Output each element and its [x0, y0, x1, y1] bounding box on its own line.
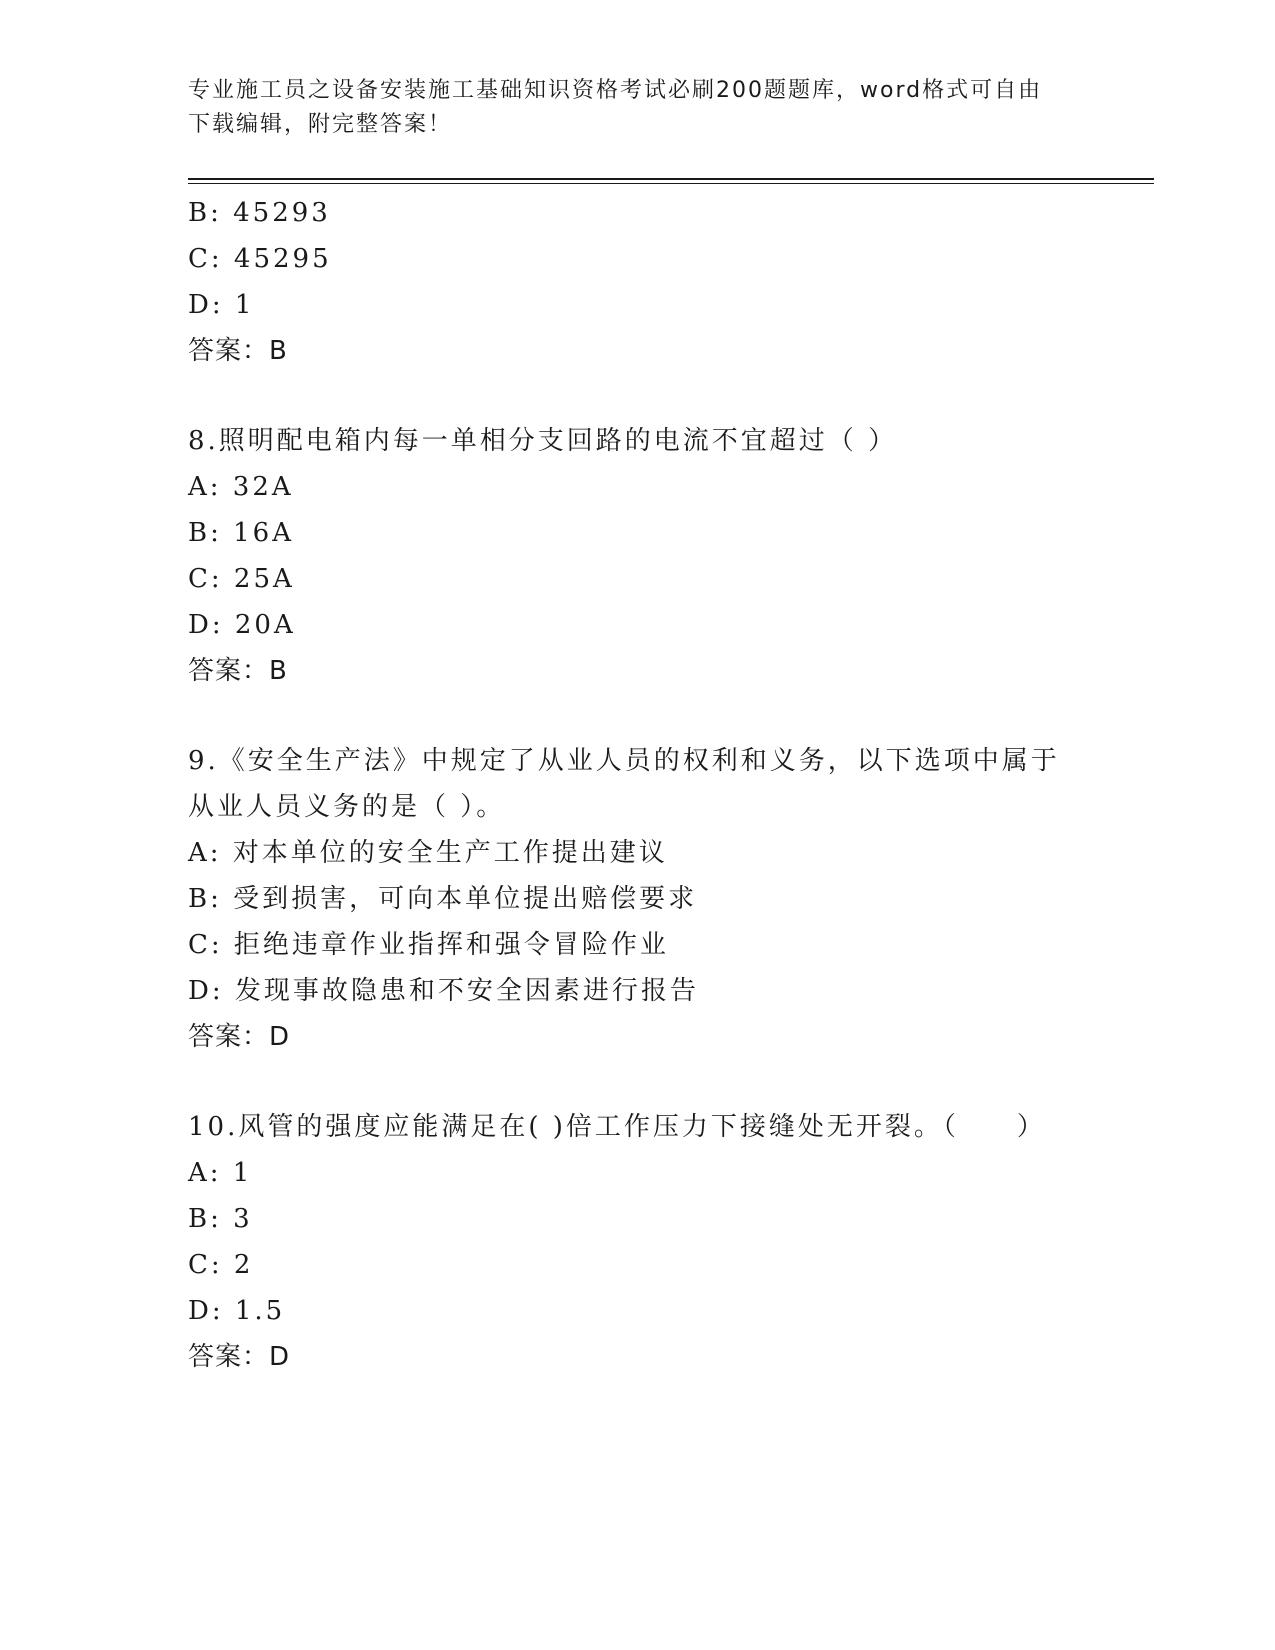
header-title-line-2: 下载编辑，附完整答案！ [188, 112, 453, 137]
option-a: A: 对本单位的安全生产工作提出建议 [188, 838, 668, 868]
header-title-line-1: 专业施工员之设备安装施工基础知识资格考试必刷200题题库，word格式可自由 [188, 78, 1043, 103]
header-rule-thick [188, 178, 1154, 180]
option-c: C: 25A [188, 564, 295, 594]
option-d: D: 20A [188, 610, 296, 640]
option-d: D: 1.5 [188, 1296, 286, 1326]
option-a: A: 1 [188, 1158, 253, 1188]
option-b: B: 16A [188, 518, 294, 548]
answer-line: 答案：D [188, 1342, 291, 1372]
option-b: B: 3 [188, 1204, 253, 1234]
question-text: 8.照明配电箱内每一单相分支回路的电流不宜超过（ ） [188, 426, 898, 456]
answer-line: 答案：D [188, 1022, 291, 1052]
question-text-line-2: 从业人员义务的是（ ）。 [188, 792, 506, 822]
question-block-8 [188, 418, 1148, 694]
question-block-9 [188, 738, 1148, 1060]
option-c: C: 45295 [188, 244, 332, 274]
question-list [188, 190, 1148, 1380]
answer-line: 答案：B [188, 656, 288, 686]
option-c: C: 2 [188, 1250, 254, 1280]
option-b: B: 受到损害，可向本单位提出赔偿要求 [188, 884, 698, 914]
question-text: 10.风管的强度应能满足在( )倍工作压力下接缝处无开裂。（ ） [188, 1112, 1046, 1142]
question-block-10 [188, 1104, 1148, 1380]
option-c: C: 拒绝违章作业指挥和强令冒险作业 [188, 930, 669, 960]
question-text-line-1: 9.《安全生产法》中规定了从业人员的权利和义务，以下选项中属于 [188, 746, 1060, 776]
document-header [188, 74, 1068, 142]
option-d: D: 发现事故隐患和不安全因素进行报告 [188, 976, 699, 1006]
option-b: B: 45293 [188, 198, 331, 228]
option-a: A: 32A [188, 472, 294, 502]
answer-line: 答案：B [188, 336, 288, 366]
question-block-7 [188, 190, 1148, 374]
header-rule-thin [188, 183, 1154, 184]
option-d: D: 1 [188, 290, 255, 320]
